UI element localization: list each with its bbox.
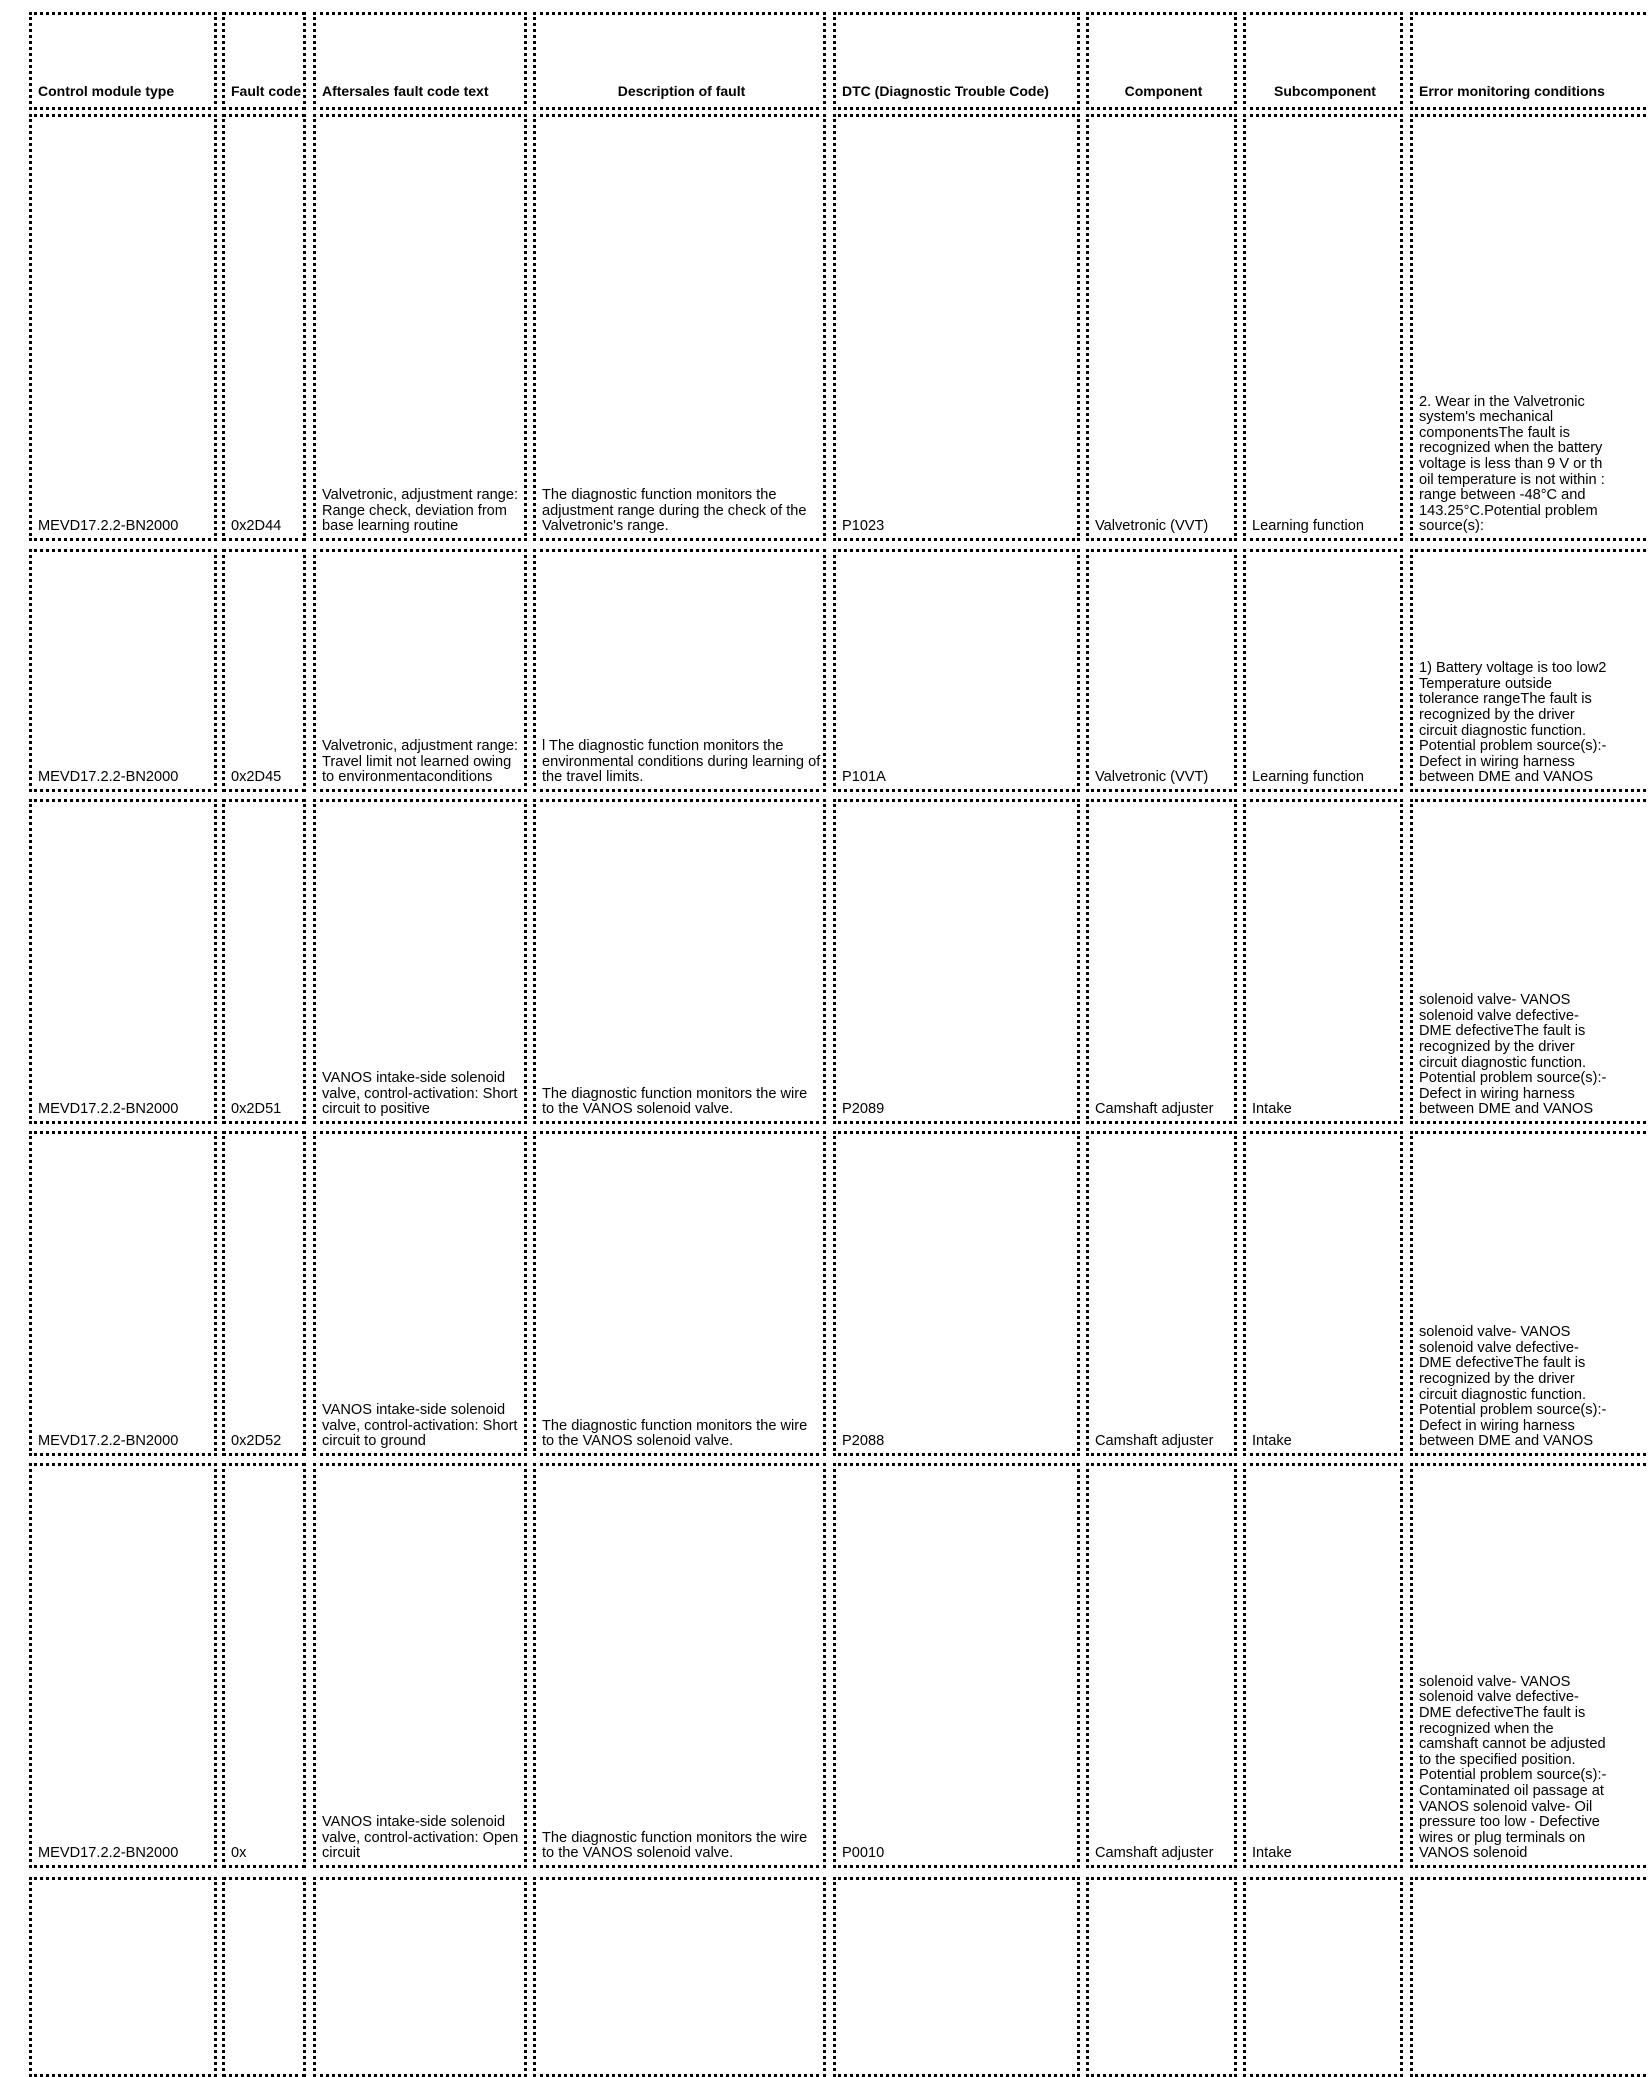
- row-5-aftersales-text: VANOS intake-side solenoid valve, control-activation: Open circuit: [322, 1814, 519, 1862]
- row-5-aftersales-text-cell: [313, 1463, 527, 1868]
- row-5-fault-code-cell: [222, 1463, 306, 1868]
- row-5-fault-description: The diagnostic function monitors the wire to the VANOS solenoid valve.: [542, 1829, 808, 1862]
- row-5-fault-code: 0x: [231, 1845, 247, 1862]
- row-4-control-module-type-cell: [29, 1131, 217, 1456]
- header-aftersales-text-cell: [313, 12, 527, 110]
- row-2-component-cell: [1086, 549, 1237, 792]
- row-4-fault-description-cell: [533, 1131, 826, 1456]
- empty-row-dtc-cell: [833, 1877, 1080, 2077]
- header-fault-code-cell: [222, 12, 306, 110]
- row-5-control-module-type: MEVD17.2.2-BN2000: [38, 1845, 179, 1862]
- row-5-error-monitoring-conditions: solenoid valve- VANOS solenoid valve defective- DME defectiveThe fault is recognized when the camshaft cannot be adjusted to the specified position. Potential problem source(s):- Contaminated oil passage at VANOS solenoid valve- Oil pressure too low - Defective wires or plug terminals on VANOS solenoid: [1419, 1673, 1607, 1862]
- row-4-subcomponent-cell: [1243, 1131, 1403, 1456]
- row-3-subcomponent: Intake: [1252, 1101, 1292, 1118]
- row-1-fault-description-cell: [533, 114, 826, 541]
- row-2-dtc-cell: [833, 549, 1080, 792]
- row-4-error-monitoring-conditions-cell: [1410, 1131, 1648, 1456]
- row-4-component-cell: [1086, 1131, 1237, 1456]
- row-5-subcomponent-cell: [1243, 1463, 1403, 1868]
- row-4-aftersales-text-cell: [313, 1131, 527, 1456]
- row-2-aftersales-text: Valvetronic, adjustment range: Travel limit not learned owing to environmentaconditions: [322, 738, 519, 786]
- row-5-control-module-type-cell: [29, 1463, 217, 1868]
- row-2-fault-code-cell: [222, 549, 306, 792]
- row-2-error-monitoring-conditions-cell: [1410, 549, 1648, 792]
- header-error-monitoring-conditions: Error monitoring conditions: [1419, 83, 1605, 99]
- row-3-component: Camshaft adjuster: [1095, 1101, 1214, 1118]
- row-3-error-monitoring-conditions-cell: [1410, 799, 1648, 1124]
- row-3-aftersales-text: VANOS intake-side solenoid valve, control-activation: Short circuit to positive: [322, 1070, 518, 1118]
- row-1-dtc-cell: [833, 114, 1080, 541]
- row-2-component: Valvetronic (VVT): [1095, 769, 1209, 786]
- row-3-fault-code-cell: [222, 799, 306, 1124]
- row-5-dtc-cell: [833, 1463, 1080, 1868]
- row-4-dtc: P2088: [842, 1433, 885, 1450]
- empty-row-fault-description-cell: [533, 1877, 826, 2077]
- row-3-dtc-cell: [833, 799, 1080, 1124]
- row-3-control-module-type: MEVD17.2.2-BN2000: [38, 1101, 179, 1118]
- row-2-dtc: P101A: [842, 769, 886, 786]
- header-dtc: DTC (Diagnostic Trouble Code): [842, 83, 1049, 99]
- row-1-fault-code-cell: [222, 114, 306, 541]
- row-4-component: Camshaft adjuster: [1095, 1433, 1214, 1450]
- header-fault-code: Fault code: [231, 83, 302, 99]
- row-1-dtc: P1023: [842, 518, 885, 535]
- row-2-subcomponent-cell: [1243, 549, 1403, 792]
- row-1-aftersales-text: Valvetronic, adjustment range: Range check, deviation from base learning routine: [322, 487, 519, 535]
- row-5-component-cell: [1086, 1463, 1237, 1868]
- row-3-dtc: P2089: [842, 1101, 885, 1118]
- row-3-fault-description-cell: [533, 799, 826, 1124]
- empty-row-fault-code-cell: [222, 1877, 306, 2077]
- row-2-error-monitoring-conditions: 1) Battery voltage is too low2 Temperature outside tolerance rangeThe fault is recognized by the driver circuit diagnostic function. Potential problem source(s):- Defect in wiring harness between DME and VANOS: [1419, 660, 1607, 786]
- empty-row-aftersales-text-cell: [313, 1877, 527, 2077]
- row-1-control-module-type-cell: [29, 114, 217, 541]
- row-1-subcomponent: Learning function: [1252, 518, 1364, 535]
- header-subcomponent: Subcomponent: [1274, 83, 1376, 99]
- row-3-error-monitoring-conditions: solenoid valve- VANOS solenoid valve defective- DME defectiveThe fault is recognized by the driver circuit diagnostic function. Potential problem source(s):- Defect in wiring harness between DME and VANOS: [1419, 992, 1607, 1118]
- row-2-aftersales-text-cell: [313, 549, 527, 792]
- header-error-monitoring-conditions-cell: [1410, 12, 1648, 110]
- row-2-control-module-type-cell: [29, 549, 217, 792]
- empty-row-control-module-type-cell: [29, 1877, 217, 2077]
- row-1-subcomponent-cell: [1243, 114, 1403, 541]
- row-3-control-module-type-cell: [29, 799, 217, 1124]
- row-5-subcomponent: Intake: [1252, 1845, 1292, 1862]
- header-aftersales-text: Aftersales fault code text: [322, 83, 489, 99]
- row-2-fault-code: 0x2D45: [231, 769, 282, 786]
- row-4-error-monitoring-conditions: solenoid valve- VANOS solenoid valve defective- DME defectiveThe fault is recognized by the driver circuit diagnostic function. Potential problem source(s):- Defect in wiring harness between DME and VANOS: [1419, 1324, 1607, 1450]
- row-5-fault-description-cell: [533, 1463, 826, 1868]
- header-subcomponent-cell: [1243, 12, 1403, 110]
- row-2-fault-description-cell: [533, 549, 826, 792]
- header-dtc-cell: [833, 12, 1080, 110]
- empty-row-error-monitoring-conditions-cell: [1410, 1877, 1648, 2077]
- header-component: Component: [1124, 83, 1203, 99]
- row-3-fault-description: The diagnostic function monitors the wire to the VANOS solenoid valve.: [542, 1085, 808, 1118]
- header-control-module-type: Control module type: [38, 83, 175, 99]
- header-component-cell: [1086, 12, 1237, 110]
- row-2-control-module-type: MEVD17.2.2-BN2000: [38, 769, 179, 786]
- row-1-control-module-type: MEVD17.2.2-BN2000: [38, 518, 179, 535]
- row-1-error-monitoring-conditions-cell: [1410, 114, 1648, 541]
- row-4-dtc-cell: [833, 1131, 1080, 1456]
- empty-row-component-cell: [1086, 1877, 1237, 2077]
- row-5-component: Camshaft adjuster: [1095, 1845, 1214, 1862]
- empty-row-subcomponent-cell: [1243, 1877, 1403, 2077]
- header-fault-description: Description of fault: [617, 83, 746, 99]
- row-4-fault-description: The diagnostic function monitors the wire to the VANOS solenoid valve.: [542, 1417, 808, 1450]
- row-1-fault-code: 0x2D44: [231, 518, 282, 535]
- row-2-fault-description: l The diagnostic function monitors the environmental conditions during learning of the travel limits.: [542, 738, 821, 786]
- header-fault-description-cell: [533, 12, 826, 110]
- row-4-fault-code: 0x2D52: [231, 1433, 282, 1450]
- row-2-subcomponent: Learning function: [1252, 769, 1364, 786]
- row-1-component: Valvetronic (VVT): [1095, 518, 1209, 535]
- row-1-fault-description: The diagnostic function monitors the adjustment range during the check of the Valvetronic's range.: [542, 487, 807, 535]
- row-3-subcomponent-cell: [1243, 799, 1403, 1124]
- row-5-dtc: P0010: [842, 1845, 885, 1862]
- row-1-aftersales-text-cell: [313, 114, 527, 541]
- row-5-error-monitoring-conditions-cell: [1410, 1463, 1648, 1868]
- row-4-subcomponent: Intake: [1252, 1433, 1292, 1450]
- row-3-aftersales-text-cell: [313, 799, 527, 1124]
- header-control-module-type-cell: [29, 12, 217, 110]
- row-4-control-module-type: MEVD17.2.2-BN2000: [38, 1433, 179, 1450]
- row-1-component-cell: [1086, 114, 1237, 541]
- row-3-component-cell: [1086, 799, 1237, 1124]
- row-3-fault-code: 0x2D51: [231, 1101, 282, 1118]
- row-4-fault-code-cell: [222, 1131, 306, 1456]
- row-1-error-monitoring-conditions: 2. Wear in the Valvetronic system's mechanical componentsThe fault is recognized when the battery voltage is less than 9 V or th oil temperature is not within : range between -48°C and 143.25°C.Potential problem source(s):: [1419, 393, 1605, 535]
- row-4-aftersales-text: VANOS intake-side solenoid valve, control-activation: Short circuit to ground: [322, 1402, 518, 1450]
